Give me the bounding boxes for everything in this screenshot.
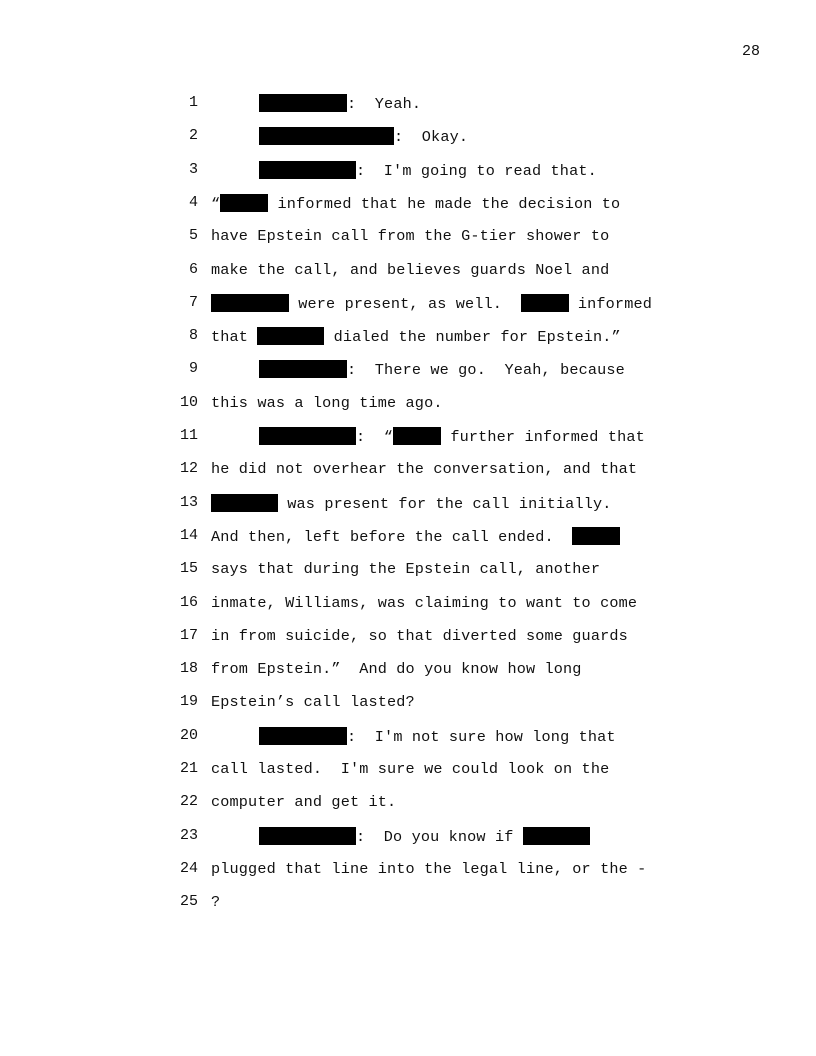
- redaction-block: [259, 127, 394, 145]
- line-text: [211, 560, 600, 578]
- redaction-block: [572, 527, 620, 545]
- redaction-block: [259, 161, 356, 179]
- redaction-block: [259, 827, 356, 845]
- transcript-line: [0, 121, 816, 154]
- transcript-line: [0, 421, 816, 454]
- page-number: 28: [742, 43, 761, 60]
- text-segment: further informed that: [441, 428, 645, 446]
- line-text: [211, 327, 621, 346]
- transcript-line: [0, 687, 816, 720]
- text-segment: computer and get it.: [211, 793, 397, 812]
- line-text: [211, 760, 609, 778]
- line-text: [211, 360, 625, 379]
- transcript-line: [0, 854, 816, 887]
- transcript-line: [0, 221, 816, 254]
- transcript-line: [0, 754, 816, 787]
- transcript-line: [0, 521, 816, 554]
- line-text: [211, 427, 645, 446]
- text-segment: plugged that line into the legal line, or the -: [211, 859, 647, 878]
- line-text: [211, 827, 590, 846]
- line-number: 12: [179, 460, 198, 478]
- text-segment: : “: [356, 428, 394, 446]
- line-text: [211, 161, 597, 180]
- text-segment: : Yeah.: [347, 95, 422, 113]
- line-text: [211, 860, 646, 878]
- line-number: 1: [188, 94, 198, 111]
- redaction-block: [211, 494, 278, 512]
- text-segment: were present, as well.: [289, 294, 521, 313]
- line-number: 7: [188, 293, 198, 311]
- line-text: [211, 460, 637, 478]
- line-number: 17: [179, 626, 198, 644]
- line-number: 4: [188, 193, 198, 211]
- transcript-line: [0, 388, 816, 421]
- transcript-line: [0, 288, 816, 321]
- text-segment: : I'm not sure how long that: [347, 727, 616, 746]
- text-segment: he did not overhear the conversation, and that: [211, 460, 638, 479]
- line-number: 14: [179, 526, 198, 544]
- redaction-block: [220, 194, 268, 212]
- line-text: [211, 494, 612, 513]
- text-segment: Epstein’s call lasted?: [211, 693, 415, 712]
- line-text: [211, 660, 582, 678]
- text-segment: was present for the call initially.: [278, 494, 612, 513]
- transcript-line: [0, 654, 816, 687]
- line-number: 19: [179, 693, 198, 711]
- text-segment: : There we go. Yeah, because: [347, 361, 625, 380]
- text-segment: And then, left before the call ended.: [211, 527, 573, 546]
- line-number: 16: [179, 593, 198, 611]
- text-segment: from Epstein.” And do you know how long: [211, 660, 582, 679]
- line-text: [211, 194, 620, 213]
- text-segment: this was a long time ago.: [211, 393, 443, 412]
- text-segment: “: [211, 194, 221, 213]
- redaction-block: [257, 327, 324, 345]
- redaction-block: [211, 294, 289, 312]
- transcript-line: [0, 887, 816, 920]
- line-text: [211, 727, 616, 746]
- text-segment: in from suicide, so that diverted some guards: [211, 626, 628, 645]
- line-number: 22: [179, 793, 198, 811]
- redaction-block: [523, 827, 590, 845]
- line-text: [211, 527, 620, 546]
- line-number: 25: [179, 893, 198, 911]
- line-number: 15: [179, 560, 198, 578]
- redaction-block: [259, 427, 356, 445]
- line-number: 13: [179, 493, 198, 511]
- line-number: 24: [179, 859, 198, 877]
- line-number: 3: [188, 160, 198, 178]
- text-segment: make the call, and believes guards Noel and: [211, 260, 610, 279]
- transcript-line: [0, 155, 816, 188]
- redaction-block: [259, 94, 347, 112]
- line-number: 18: [179, 660, 198, 678]
- text-segment: that: [211, 328, 258, 347]
- line-number: 6: [188, 260, 198, 278]
- transcript-line: [0, 488, 816, 521]
- redaction-block: [259, 360, 347, 378]
- line-text: [211, 594, 637, 612]
- line-text: [211, 627, 628, 645]
- line-text: [211, 394, 443, 412]
- transcript-line: [0, 454, 816, 487]
- line-number: 10: [179, 393, 198, 411]
- transcript-line: [0, 88, 816, 121]
- line-number: 21: [179, 760, 198, 777]
- redaction-block: [521, 294, 569, 312]
- transcript-line: [0, 321, 816, 354]
- line-number: 2: [188, 127, 198, 145]
- line-text: [211, 94, 421, 113]
- transcript-line: [0, 588, 816, 621]
- text-segment: informed that he made the decision to: [268, 194, 621, 213]
- transcript-line: [0, 255, 816, 288]
- line-text: [211, 227, 609, 245]
- line-number: 9: [188, 360, 198, 378]
- text-segment: : Do you know if: [356, 827, 523, 846]
- line-number: 8: [188, 327, 198, 345]
- transcript-line: [0, 188, 816, 221]
- transcript-line: [0, 621, 816, 654]
- line-text: [211, 294, 652, 313]
- transcript-line: [0, 821, 816, 854]
- transcript-line: [0, 787, 816, 820]
- line-text: [211, 893, 220, 911]
- text-segment: dialed the number for Epstein.”: [324, 328, 621, 347]
- text-segment: inmate, Williams, was claiming to want to come: [211, 593, 638, 612]
- transcript-line: [0, 721, 816, 754]
- redaction-block: [259, 727, 347, 745]
- transcript-line: [0, 354, 816, 387]
- text-segment: informed: [568, 294, 652, 313]
- line-text: [211, 127, 468, 146]
- line-text: [211, 693, 415, 711]
- line-number: 23: [179, 826, 198, 844]
- line-number: 5: [188, 227, 198, 245]
- transcript-line: [0, 554, 816, 587]
- redaction-block: [393, 427, 441, 445]
- line-text: [211, 261, 609, 279]
- text-segment: : Okay.: [394, 128, 469, 147]
- text-segment: says that during the Epstein call, another: [211, 560, 601, 579]
- line-number: 20: [179, 726, 198, 744]
- text-segment: call lasted. I'm sure we could look on the: [211, 760, 610, 778]
- text-segment: ?: [211, 893, 221, 912]
- text-segment: have Epstein call from the G-tier shower to: [211, 227, 610, 246]
- line-number: 11: [179, 427, 198, 444]
- line-text: [211, 793, 396, 811]
- text-segment: : I'm going to read that.: [356, 161, 597, 180]
